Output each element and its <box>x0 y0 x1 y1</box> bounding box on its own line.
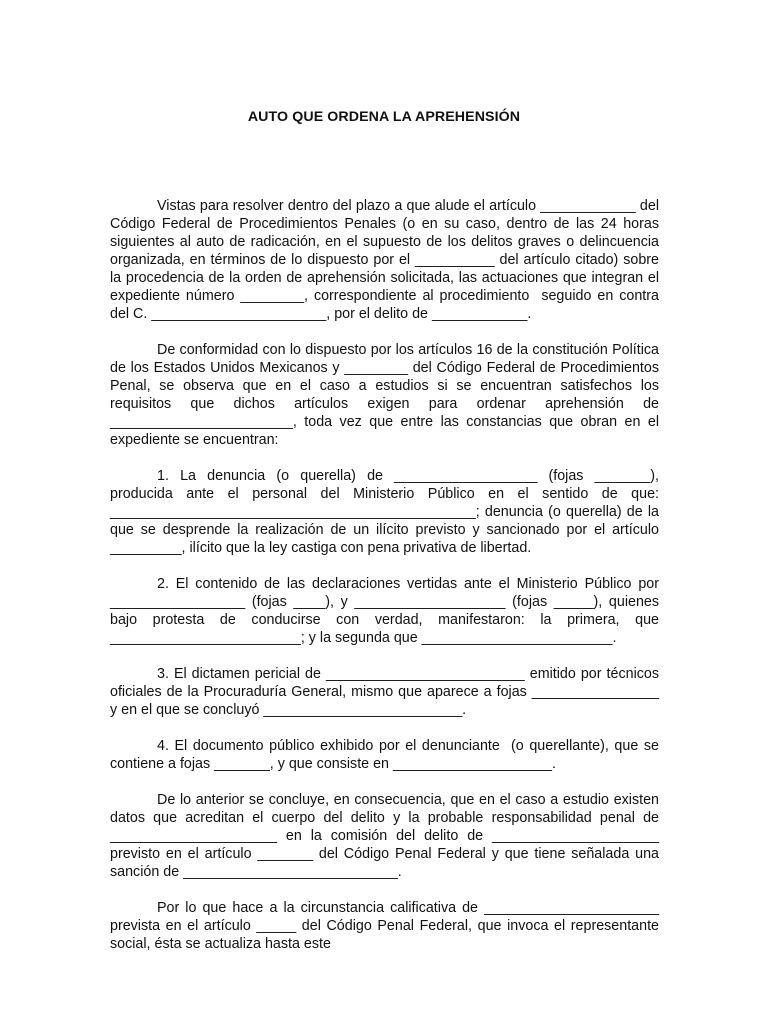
paragraph-dictamen: 3. El dictamen pericial de _________________________ emitido por técnicos oficiales de la Procuraduría General, mismo que aparece a fojas ________________ y en el que se concluyó _________________________. <box>110 666 663 718</box>
paragraph-calificativa: Por lo que hace a la circunstancia calificativa de ______________________ prevista en el artículo _____ del Código Penal Federal, que invoca el representante social, ésta se actualiza hasta este <box>110 900 663 952</box>
paragraph-conclusion: De lo anterior se concluye, en consecuencia, que en el caso a estudio existen datos que acreditan el cuerpo del delito y la probable responsabilidad penal de _____________________ en la comisión del delito de _____________________ previsto en el artículo _______ del Código Penal Federal y que tiene señalada una sanción de ___________________________. <box>110 792 663 880</box>
paragraph-documento: 4. El documento público exhibido por el denunciante (o querellante), que se contiene a fojas _______, y que consiste en ____________________. <box>110 738 663 772</box>
paragraph-denuncia: 1. La denuncia (o querella) de __________________ (fojas _______), producida ante el personal del Ministerio Público en el sentido de que: ______________________________________________; denuncia (o querella) de la que se desprende la realización de un ilícito previsto y sancionado por el artículo _________, ilícito que la ley castiga con pena privativa de libertad. <box>110 468 663 556</box>
paragraph-conformidad: De conformidad con lo dispuesto por los artículos 16 de la constitución Política de los Estados Unidos Mexicanos y ________ del Código Federal de Procedimientos Penal, se observa que en el caso a estudios si se encuentran satisfechos los requisitos que dichos artículos exigen para ordenar aprehensión de _______________________, toda vez que entre las constancias que obran en el expediente se encuentran: <box>110 342 663 448</box>
document-body <box>110 197 663 971</box>
document-title: AUTO QUE ORDENA LA APREHENSIÓN <box>247 109 521 125</box>
paragraph-vistas: Vistas para resolver dentro del plazo a que alude el artículo ____________ del Código Federal de Procedimientos Penales (o en su caso, dentro de las 24 horas siguientes al auto de radicación, en el supuesto de los delitos graves o delincuencia organizada, en términos de lo dispuesto por el __________ del artículo citado) sobre la procedencia de la orden de aprehensión solicitada, las actuaciones que integran el expediente número ________, correspondiente al procedimiento seguido en contra del C. ______________________, por el delito de ____________. <box>110 198 663 322</box>
paragraph-declaraciones: 2. El contenido de las declaraciones vertidas ante el Ministerio Público por _________________ (fojas ____), y ___________________ (fojas _____), quienes bajo protesta de conducirse con verdad, manifestaron: la primera, que ________________________; y la segunda que ________________________. <box>110 576 663 646</box>
